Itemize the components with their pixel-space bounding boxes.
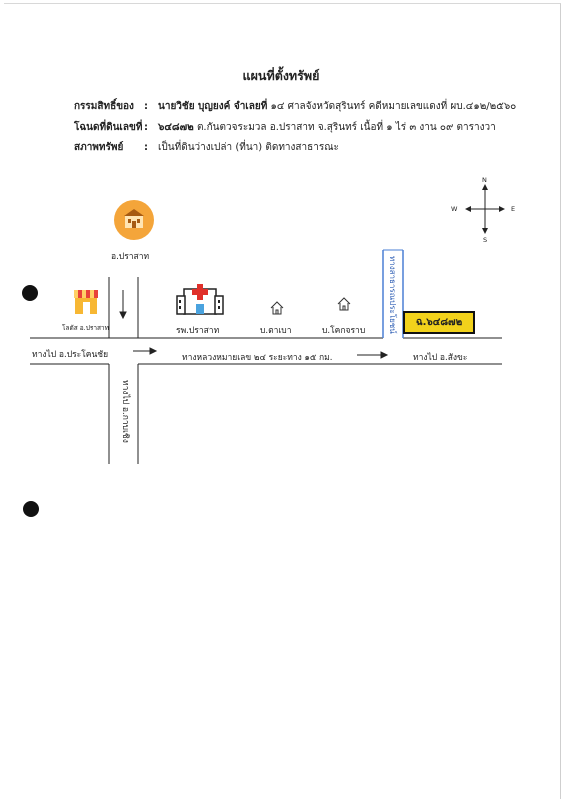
- village1-label: บ.ตาเบา: [260, 326, 292, 336]
- deed-colon: :: [144, 122, 148, 133]
- condition-value: เป็นที่ดินว่างเปล่า (ที่นา) ติดทางสาธารณะ: [158, 142, 339, 153]
- to-sangkha-label: ทางไป อ.สังขะ: [413, 353, 468, 363]
- condition-label: สภาพทรัพย์: [74, 142, 124, 153]
- punch-hole-top: [22, 285, 38, 301]
- deed-label: โฉนดที่ดินเลขที่: [74, 122, 143, 133]
- hospital-label: รพ.ปราสาท: [176, 326, 220, 336]
- compass-e: E: [511, 205, 516, 213]
- owner-name: นายวิชัย บุญยงค์ จำเลยที่: [158, 101, 268, 112]
- compass-w: W: [451, 205, 458, 213]
- land-plot: ฉ.๖๔๘๗๒: [403, 311, 475, 334]
- owner-colon: :: [144, 101, 148, 112]
- district-office-label: อ.ปราสาท: [111, 252, 150, 262]
- compass-n: N: [482, 176, 487, 184]
- shop-label: โลตัส อ.ปราสาท: [62, 324, 109, 332]
- public-road-label: ทางสาธารณประโยชน์: [388, 256, 397, 334]
- owner-detail: ๑๔ ศาลจังหวัดสุรินทร์ คดีหมายเลขแดงที่ ผบ.๔๑๒/๒๕๖๐: [270, 101, 517, 112]
- condition-colon: :: [144, 142, 148, 153]
- to-prakhon-label: ทางไป อ.ประโคนชัย: [32, 350, 109, 360]
- page-title: แผนที่ตั้งทรัพย์: [242, 68, 320, 83]
- punch-hole-bottom: [23, 501, 39, 517]
- deed-detail: ต.กันตวจระมวล อ.ปราสาท จ.สุรินทร์ เนื้อที่ ๑ ไร่ ๓ งาน ๐๙ ตารางวา: [196, 122, 496, 133]
- deed-number: ๖๔๘๗๒: [158, 122, 194, 133]
- compass-s: S: [483, 236, 488, 244]
- to-kapchoeng-label: ทางไป อ.กาบเชิง: [120, 380, 130, 443]
- owner-label: กรรมสิทธิ์ของ: [74, 101, 134, 112]
- highway-label: ทางหลวงหมายเลข ๒๔ ระยะทาง ๑๕ กม.: [182, 353, 333, 363]
- village2-label: บ.โคกจราบ: [322, 326, 366, 336]
